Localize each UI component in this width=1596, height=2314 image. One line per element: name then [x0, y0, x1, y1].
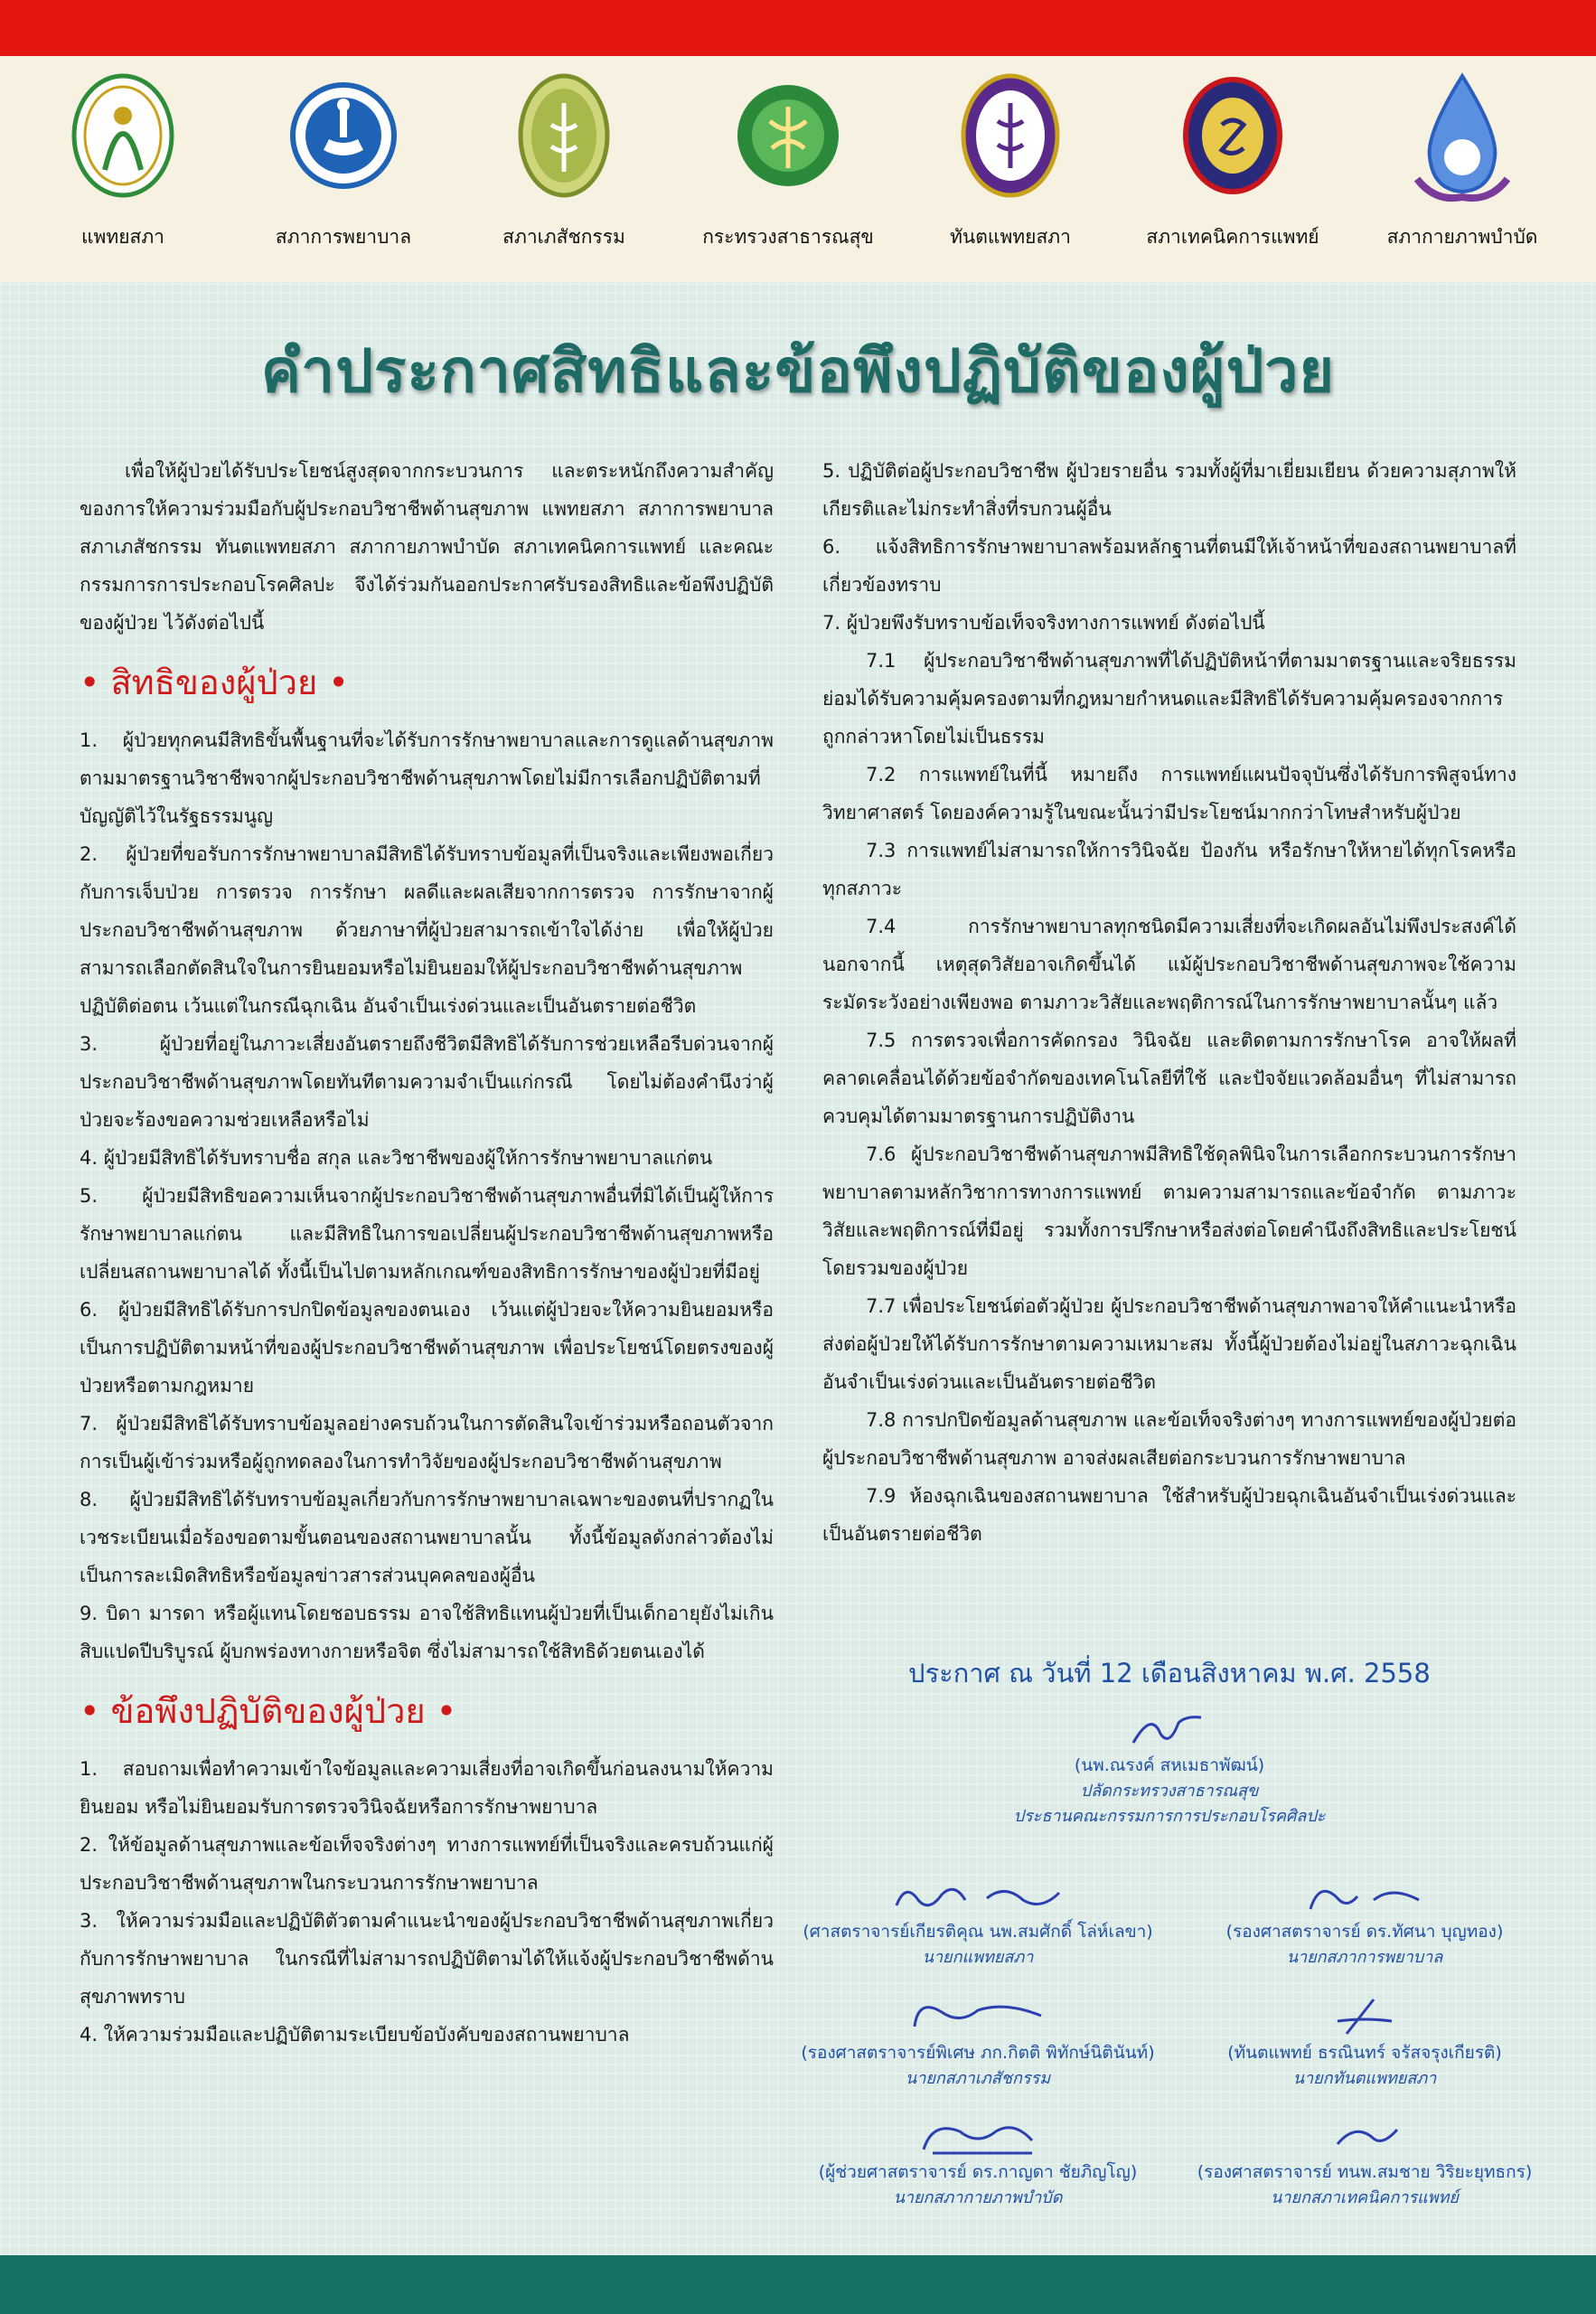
- handwritten-signature: [897, 2113, 1059, 2159]
- logo-medical-council: [33, 71, 213, 251]
- signatory-position: นายกสภาเทคนิคการแพทย์: [1271, 2188, 1459, 2207]
- rights-item: 7. ผู้ป่วยมีสิทธิได้รับทราบข้อมูลอย่างครบถ้วนในการตัดสินใจเข้าร่วมหรือถอนตัวจากการเป็นผู้เข้าร่วมหรือผู้ถูกทดลองในการทำวิจัยของผู้ประกอบวิชาชีพด้านสุขภาพ: [80, 1413, 774, 1472]
- handwritten-signature: [1310, 1994, 1419, 2039]
- duties-item: 7. ผู้ป่วยพึงรับทราบข้อเท็จจริงทางการแพทย์ ดังต่อไปนี้: [822, 612, 1265, 634]
- rights-item: 8. ผู้ป่วยมีสิทธิได้รับทราบข้อมูลเกี่ยวกับการรักษาพยาบาลเฉพาะของตนที่ปรากฏในเวชระเบียนเมื่อร้องขอตามขั้นตอนของสถานพยาบาลนั้น ทั้งนี้ข้อมูลดังกล่าวต้องไม่เป็นการละเมิดสิทธิหรือข้อมูลข่าวสารส่วนบุคคลของผู้อื่น: [80, 1489, 774, 1586]
- dental-council-emblem-icon: [956, 71, 1065, 206]
- signatory-position: ปลัดกระทรวงสาธารณสุข: [1080, 1782, 1259, 1801]
- nursing-council-emblem-icon: [289, 71, 398, 206]
- logo-caption: กระทรวงสาธารณสุข: [702, 227, 874, 248]
- physical-therapy-council-emblem-icon: [1408, 71, 1516, 206]
- rights-item: 4. ผู้ป่วยมีสิทธิได้รับทราบชื่อ สกุล และวิชาชีพของผู้ให้การรักษาพยาบาลแก่ตน: [80, 1147, 713, 1169]
- signature-block: [980, 1707, 1359, 1830]
- page-title: คำประกาศสิทธิและข้อพึงปฏิบัติของผู้ป่วย: [260, 336, 1336, 406]
- duties-item: 2. ให้ข้อมูลด้านสุขภาพและข้อเท็จจริงต่างๆ ทางการแพทย์ที่เป็นจริงและครบถ้วนแก่ผู้ประกอบวิชาชีพด้านสุขภาพในกระบวนการรักษาพยาบาล: [80, 1834, 774, 1894]
- duties-heading: • ข้อพึงปฏิบัติของผู้ป่วย •: [80, 1691, 457, 1731]
- logo-caption: สภากายภาพบำบัด: [1386, 227, 1538, 248]
- signatory-position: นายกแพทยสภา: [922, 1948, 1034, 1967]
- logo-nursing-council: [253, 71, 434, 251]
- fact-item: 7.2 การแพทย์ในที่นี้ หมายถึง การแพทย์แผนปัจจุบันซึ่งได้รับการพิสูจน์ทางวิทยาศาสตร์ โดยองค์ความรู้ในขณะนั้นว่ามีประโยชน์มากกว่าโทษสำหรับผู้ป่วย: [822, 764, 1516, 823]
- rights-heading: • สิทธิของผู้ป่วย •: [80, 663, 349, 702]
- fact-item: 7.3 การแพทย์ไม่สามารถให้การวินิจฉัย ป้องกัน หรือรักษาให้หายได้ทุกโรคหรือทุกสภาวะ: [822, 840, 1516, 899]
- signatory-position: นายกสภาเภสัชกรรม: [905, 2069, 1051, 2088]
- fact-item: 7.5 การตรวจเพื่อการคัดกรอง วินิจฉัย และติดตามการรักษาโรค อาจให้ผลที่คลาดเคลื่อนได้ด้วยข้อจำกัดของเทคโนโลยีที่ใช้ และปัจจัยแวดล้อมอื่นๆ ที่ไม่สามารถควบคุมได้ตามมาตรฐานการปฏิบัติงาน: [822, 1030, 1516, 1127]
- handwritten-signature: [878, 1873, 1077, 1918]
- rights-item: 9. บิดา มารดา หรือผู้แทนโดยชอบธรรม อาจใช้สิทธิแทนผู้ป่วยที่เป็นเด็กอายุยังไม่เกินสิบแปดปีบริบูรณ์ ผู้บกพร่องทางกายหรือจิต ซึ่งไม่สามารถใช้สิทธิด้วยตนเองได้: [80, 1603, 774, 1662]
- fact-item: 7.9 ห้องฉุกเฉินของสถานพยาบาล ใช้สำหรับผู้ป่วยฉุกเฉินอันจำเป็นเร่งด่วนและเป็นอันตรายต่อชีวิต: [822, 1485, 1516, 1545]
- duties-item: 6. แจ้งสิทธิการรักษาพยาบาลพร้อมหลักฐานที่ตนมีให้เจ้าหน้าที่ของสถานพยาบาลที่เกี่ยวข้องทราบ: [822, 536, 1516, 596]
- logo-caption: สภาการพยาบาล: [275, 227, 412, 248]
- signatory-name: (รองศาสตราจารย์ ทนพ.สมชาย วิริยะยุทธกร): [1197, 2162, 1533, 2182]
- ministry-public-health-emblem-icon: [734, 71, 842, 206]
- signature-block: [788, 1994, 1168, 2092]
- signature-block: [1175, 2113, 1554, 2211]
- top-red-band: [0, 0, 1596, 56]
- duties-item: 3. ให้ความร่วมมือและปฏิบัติตัวตามคำแนะนำของผู้ประกอบวิชาชีพด้านสุขภาพเกี่ยวกับการรักษาพยาบาล ในกรณีที่ไม่สามารถปฏิบัติตามได้ให้แจ้งผู้ประกอบวิชาชีพด้านสุขภาพทราบ: [80, 1910, 774, 2008]
- rights-item: 1. ผู้ป่วยทุกคนมีสิทธิขั้นพื้นฐานที่จะได้รับการรักษาพยาบาลและการดูแลด้านสุขภาพตามมาตรฐานวิชาชีพจากผู้ประกอบวิชาชีพด้านสุขภาพโดยไม่มีการเลือกปฏิบัติตามที่บัญญัติไว้ในรัฐธรรมนูญ: [80, 729, 774, 827]
- signature-block: [788, 2113, 1168, 2211]
- promulgation-date: ประกาศ ณ วันที่ 12 เดือนสิงหาคม พ.ศ. 2558: [908, 1658, 1431, 1688]
- fact-item: 7.8 การปกปิดข้อมูลด้านสุขภาพ และข้อเท็จจริงต่างๆ ทางการแพทย์ของผู้ป่วยต่อผู้ประกอบวิชาชีพด้านสุขภาพ อาจส่งผลเสียต่อกระบวนการรักษาพยาบาล: [822, 1409, 1516, 1469]
- signatory-position: นายกทันตแพทยสภา: [1292, 2069, 1437, 2088]
- fact-item: 7.4 การรักษาพยาบาลทุกชนิดมีความเสี่ยงที่จะเกิดผลอันไม่พึงประสงค์ได้ นอกจากนี้ เหตุสุดวิสัยอาจเกิดขึ้นได้ แม้ผู้ประกอบวิชาชีพด้านสุขภาพจะใช้ความระมัดระวังอย่างเพียงพอ ตามภาวะวิสัยและพฤติการณ์ในการรักษาพยาบาลนั้นๆ แล้ว: [822, 916, 1516, 1013]
- bottom-teal-band: [0, 2255, 1596, 2314]
- handwritten-signature: [887, 1994, 1068, 2039]
- logo-caption: สภาเภสัชกรรม: [502, 227, 625, 248]
- handwritten-signature: [1292, 1873, 1437, 1918]
- duties-item: 4. ให้ความร่วมมือและปฏิบัติตามระเบียบข้อบังคับของสถานพยาบาล: [80, 2024, 630, 2046]
- logo-physical-therapy-council: [1372, 71, 1553, 251]
- fact-item: 7.1 ผู้ประกอบวิชาชีพด้านสุขภาพที่ได้ปฏิบัติหน้าที่ตามมาตรฐานและจริยธรรม ย่อมได้รับความคุ้มครองตามที่กฎหมายกำหนดและมีสิทธิได้รับความคุ้มครองจากการถูกกล่าวหาโดยไม่เป็นธรรม: [822, 650, 1516, 748]
- fact-item: 7.6 ผู้ประกอบวิชาชีพด้านสุขภาพมีสิทธิใช้ดุลพินิจในการเลือกกระบวนการรักษาพยาบาลตามหลักวิชาการทางการแพทย์ ตามความสามารถและข้อจำกัด ตามภาวะวิสัยและพฤติการณ์ที่มีอยู่ รวมทั้งการปรึกษาหรือส่งต่อโดยคำนึงถึงสิทธิและประโยชน์โดยรวมของผู้ป่วย: [822, 1143, 1516, 1279]
- logo-caption: ทันตแพทยสภา: [950, 227, 1071, 248]
- signatory-name: (รองศาสตราจารย์พิเศษ ภก.กิตติ พิทักษ์นิตินันท์): [801, 2043, 1155, 2063]
- rights-item: 6. ผู้ป่วยมีสิทธิได้รับการปกปิดข้อมูลของตนเอง เว้นแต่ผู้ป่วยจะให้ความยินยอมหรือเป็นการปฏิบัติตามหน้าที่ของผู้ประกอบวิชาชีพด้านสุขภาพ เพื่อประโยชน์โดยตรงของผู้ป่วยหรือตามกฎหมาย: [80, 1299, 774, 1397]
- logo-dental-council: [920, 71, 1101, 251]
- signatory-name: (รองศาสตราจารย์ ดร.ทัศนา บุญทอง): [1225, 1922, 1504, 1942]
- signature-block: [1175, 1994, 1554, 2092]
- right-column: [822, 452, 1516, 1553]
- rights-item: 2. ผู้ป่วยที่ขอรับการรักษาพยาบาลมีสิทธิได้รับทราบข้อมูลที่เป็นจริงและเพียงพอเกี่ยวกับการเจ็บป่วย การตรวจ การรักษา ผลดีและผลเสียจากการตรวจ การรักษาจากผู้ประกอบวิชาชีพด้านสุขภาพ ด้วยภาษาที่ผู้ป่วยสามารถเข้าใจได้ง่าย เพื่อให้ผู้ป่วยสามารถเลือกตัดสินใจในการยินยอมหรือไม่ยินยอมให้ผู้ประกอบวิชาชีพด้านสุขภาพปฏิบัติต่อตน เว้นแต่ในกรณีฉุกเฉิน อันจำเป็นเร่งด่วนและเป็นอันตรายต่อชีวิต: [80, 843, 774, 1017]
- signatory-position: นายกสภากายภาพบำบัด: [893, 2188, 1063, 2207]
- duties-item: 5. ปฏิบัติต่อผู้ประกอบวิชาชีพ ผู้ป่วยรายอื่น รวมทั้งผู้ที่มาเยี่ยมเยียน ด้วยความสุภาพให้เกียรติและไม่กระทำสิ่งที่รบกวนผู้อื่น: [822, 460, 1516, 520]
- signatory-name: (ศาสตราจารย์เกียรติคุณ นพ.สมศักดิ์ โล่ห์เลขา): [803, 1922, 1153, 1942]
- signatory-name: (นพ.ณรงค์ สหเมธาพัฒน์): [1074, 1755, 1265, 1775]
- left-column: [80, 452, 774, 2054]
- signatory-position: ประธานคณะกรรมการการประกอบโรคศิลปะ: [1013, 1807, 1326, 1826]
- handwritten-signature: [1310, 2113, 1419, 2159]
- rights-item: 3. ผู้ป่วยที่อยู่ในภาวะเสี่ยงอันตรายถึงชีวิตมีสิทธิได้รับการช่วยเหลือรีบด่วนจากผู้ประกอบวิชาชีพด้านสุขภาพโดยทันทีตามความจำเป็นแก่กรณี โดยไม่ต้องคำนึงว่าผู้ป่วยจะร้องขอความช่วยเหลือหรือไม่: [80, 1033, 774, 1131]
- logo-pharmacy-council: [474, 71, 654, 251]
- rights-item: 5. ผู้ป่วยมีสิทธิขอความเห็นจากผู้ประกอบวิชาชีพด้านสุขภาพอื่นที่มิได้เป็นผู้ให้การรักษาพยาบาลแก่ตน และมีสิทธิในการขอเปลี่ยนผู้ประกอบวิชาชีพด้านสุขภาพหรือเปลี่ยนสถานพยาบาลได้ ทั้งนี้เป็นไปตามหลักเกณฑ์ของสิทธิการรักษาของผู้ป่วยที่มีอยู่: [80, 1185, 774, 1283]
- signatory-name: (ทันตแพทย์ ธรณินทร์ จรัสจรุงเกียรติ): [1227, 2043, 1502, 2063]
- pharmacy-council-emblem-icon: [510, 71, 618, 206]
- logo-medical-technology-council: [1142, 71, 1323, 251]
- duties-item: 1. สอบถามเพื่อทำความเข้าใจข้อมูลและความเสี่ยงที่อาจเกิดขึ้นก่อนลงนามให้ความยินยอม หรือไม่ยินยอมรับการตรวจวินิจฉัยหรือการรักษาพยาบาล: [80, 1758, 774, 1818]
- signature-block: [1175, 1873, 1554, 1971]
- logo-caption: แพทยสภา: [81, 227, 164, 248]
- intro-paragraph: เพื่อให้ผู้ป่วยได้รับประโยชน์สูงสุดจากกระบวนการ และตระหนักถึงความสำคัญของการให้ความร่วมมือกับผู้ประกอบวิชาชีพด้านสุขภาพ แพทยสภา สภาการพยาบาล สภาเภสัชกรรม ทันตแพทยสภา สภากายภาพบำบัด สภาเทคนิคการแพทย์ และคณะกรรมการการประกอบโรคศิลปะ จึงได้ร่วมกันออกประกาศรับรองสิทธิและข้อพึงปฏิบัติของผู้ป่วย ไว้ดังต่อไปนี้: [80, 460, 774, 634]
- signatory-name: (ผู้ช่วยศาสตราจารย์ ดร.กาญดา ชัยภิญโญ): [818, 2162, 1138, 2182]
- fact-item: 7.7 เพื่อประโยชน์ต่อตัวผู้ป่วย ผู้ประกอบวิชาชีพด้านสุขภาพอาจให้คำแนะนำหรือส่งต่อผู้ป่วยให้ได้รับการรักษาตามความเหมาะสม ทั้งนี้ผู้ป่วยต้องไม่อยู่ในสภาวะฉุกเฉินอันจำเป็นเร่งด่วนและเป็นอันตรายต่อชีวิต: [822, 1295, 1516, 1393]
- logo-ministry-public-health: [698, 71, 878, 251]
- signature-block: [788, 1873, 1168, 1971]
- medical-council-emblem-icon: [69, 71, 177, 206]
- medical-technology-council-emblem-icon: [1178, 71, 1287, 206]
- logo-caption: สภาเทคนิคการแพทย์: [1146, 227, 1319, 248]
- signatory-position: นายกสภาการพยาบาล: [1286, 1948, 1443, 1967]
- handwritten-signature: [1115, 1707, 1224, 1752]
